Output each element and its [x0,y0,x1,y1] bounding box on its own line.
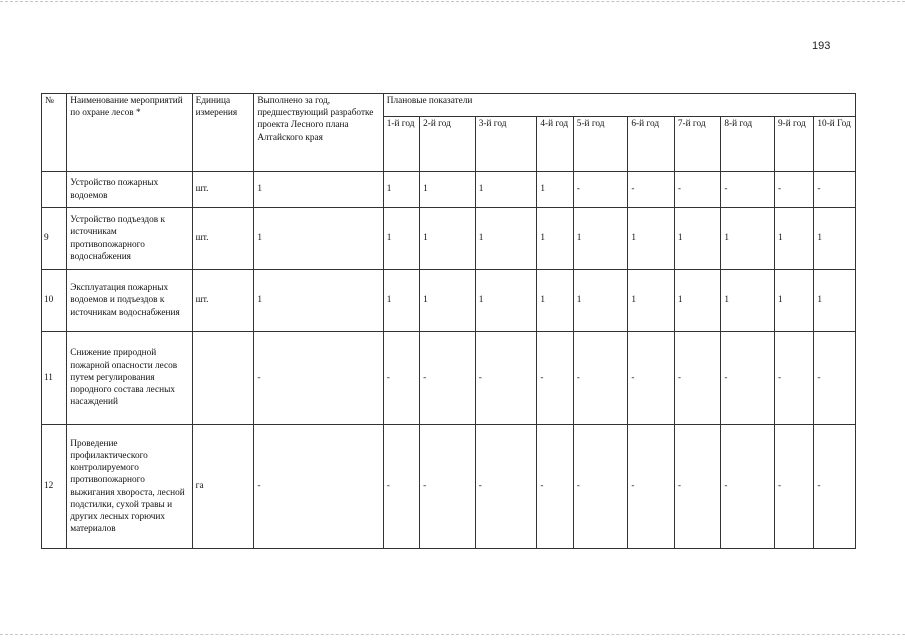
row-name: Снижение природной пожарной опасности лесов путем регулирования породного состава лесных насаждений [67,332,192,425]
row-name: Проведение профилактического контролируемого противопожарного выжигания хвороста, лесной подстилки, сухой травы и других лесных горючих материалов [67,425,192,549]
row-year-value: - [420,425,476,549]
row-done: 1 [254,172,383,208]
forest-protection-table [41,93,856,549]
row-unit: шт. [192,270,254,332]
row-name: Устройство пожарных водоемов [67,172,192,208]
header-year: 2-й год [420,117,476,172]
row-unit: шт. [192,208,254,270]
row-year-value: 1 [814,270,856,332]
header-year: 1-й год [383,117,419,172]
row-year-value: - [814,425,856,549]
page-number: 193 [812,40,831,52]
table-row [42,172,856,208]
row-year-value: - [475,425,537,549]
header-no: № [42,94,67,172]
row-year-value: 1 [383,208,419,270]
row-unit: шт. [192,172,254,208]
row-year-value: 1 [573,208,628,270]
row-year-value: 1 [475,270,537,332]
row-year-value: - [628,172,675,208]
row-year-value: 1 [721,270,775,332]
row-year-value: - [420,332,476,425]
row-year-value: - [721,332,775,425]
header-year: 8-й год [721,117,775,172]
row-year-value: 1 [537,172,573,208]
row-year-value: - [383,425,419,549]
row-number: 11 [42,332,67,425]
row-unit [192,332,254,425]
row-year-value: - [774,172,813,208]
header-year: 10-й Год [814,117,856,172]
row-year-value: - [628,332,675,425]
table-row [42,425,856,549]
row-number: 10 [42,270,67,332]
row-unit: га [192,425,254,549]
row-year-value: - [674,425,721,549]
row-year-value: 1 [573,270,628,332]
row-year-value: 1 [537,208,573,270]
row-year-value: - [774,425,813,549]
row-year-value: - [721,425,775,549]
row-name: Устройство подъездов к источникам противопожарного водоснабжения [67,208,192,270]
scan-edge-top [0,1,905,2]
header-year: 6-й год [628,117,675,172]
row-done: 1 [254,208,383,270]
row-year-value: 1 [628,208,675,270]
row-year-value: 1 [420,172,476,208]
row-year-value: - [573,425,628,549]
header-year: 7-й год [674,117,721,172]
row-year-value: 1 [674,270,721,332]
row-year-value: - [721,172,775,208]
row-year-value: 1 [628,270,675,332]
row-year-value: - [537,425,573,549]
row-number: 12 [42,425,67,549]
header-year: 3-й год [475,117,537,172]
row-year-value: - [628,425,675,549]
row-year-value: - [537,332,573,425]
row-name: Эксплуатация пожарных водоемов и подъездов к источникам водоснабжения [67,270,192,332]
row-number [42,172,67,208]
header-year: 4-й год [537,117,573,172]
row-year-value: 1 [383,270,419,332]
row-year-value: 1 [721,208,775,270]
table-row [42,208,856,270]
header-name: Наименование мероприятий по охране лесов * [67,94,192,172]
header-planned: Плановые показатели [383,94,855,117]
row-year-value: 1 [383,172,419,208]
row-year-value: 1 [420,208,476,270]
row-year-value: 1 [475,208,537,270]
row-year-value: - [674,172,721,208]
header-row [42,94,856,117]
row-year-value: 1 [814,208,856,270]
header-year: 5-й год [573,117,628,172]
row-done: - [254,332,383,425]
row-done: - [254,425,383,549]
table-row [42,332,856,425]
row-year-value: - [475,332,537,425]
row-year-value: - [383,332,419,425]
row-year-value: - [774,332,813,425]
row-year-value: 1 [774,208,813,270]
header-unit: Единица измерения [192,94,254,172]
scan-edge-bottom [0,634,905,635]
row-year-value: - [814,172,856,208]
row-year-value: 1 [774,270,813,332]
row-year-value: 1 [537,270,573,332]
row-year-value: - [674,332,721,425]
header-year: 9-й год [774,117,813,172]
row-year-value: - [814,332,856,425]
row-year-value: - [573,172,628,208]
row-year-value: 1 [475,172,537,208]
row-done: 1 [254,270,383,332]
row-year-value: 1 [420,270,476,332]
row-number: 9 [42,208,67,270]
row-year-value: 1 [674,208,721,270]
table-row [42,270,856,332]
header-done: Выполнено за год, предшествующий разработке проекта Лесного плана Алтайского края [254,94,383,172]
row-year-value: - [573,332,628,425]
